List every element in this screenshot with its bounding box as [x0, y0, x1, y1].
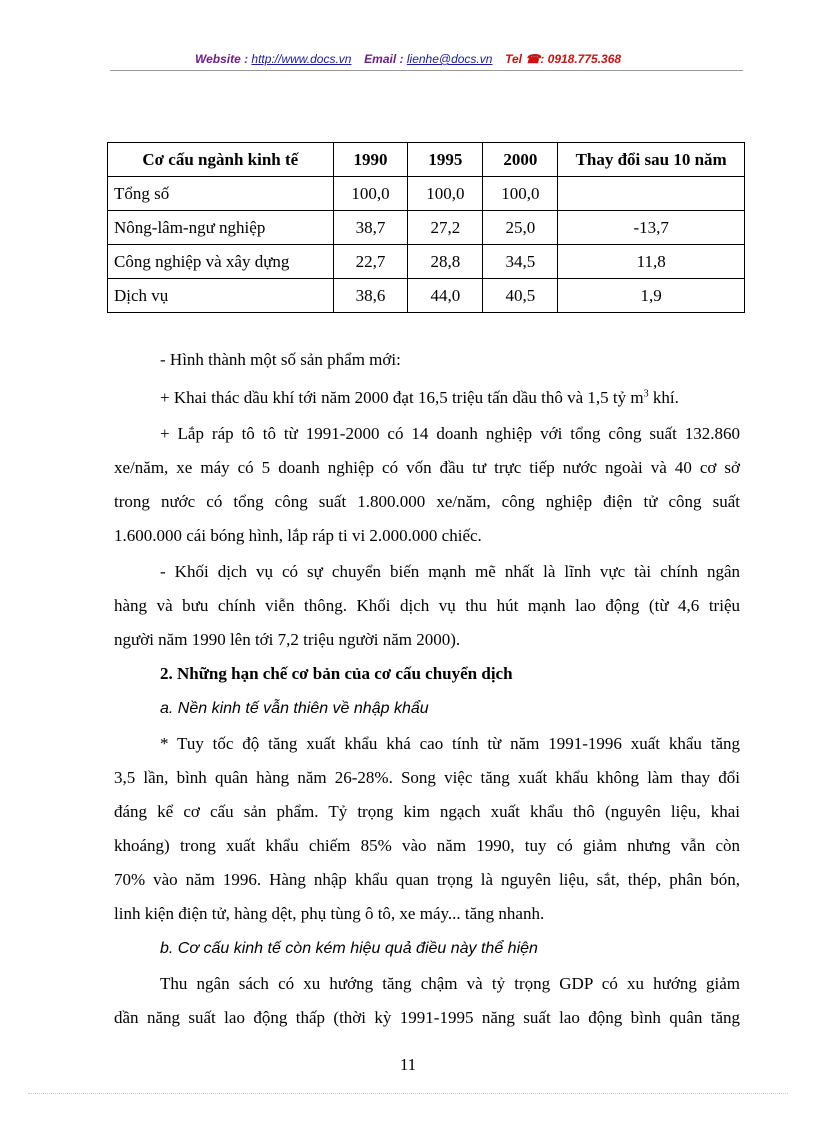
paragraph-line: Thu ngân sách có xu hướng tăng chậm và tỷ trọng GDP có xu hướng giảm: [160, 974, 740, 993]
header-divider: [110, 70, 743, 71]
table-cell: 100,0: [333, 177, 408, 211]
paragraph-line: 70% vào năm 1996. Hàng nhập khẩu quan trọng là nguyên liệu, sắt, thép, phân bón,: [114, 870, 740, 889]
paragraph-line: linh kiện điện tử, hàng dệt, phụ tùng ô tô, xe máy... tăng nhanh.: [114, 904, 545, 923]
table-cell: 38,7: [333, 211, 408, 245]
subsection-heading: a. Nền kinh tế vẫn thiên về nhập khẩu: [160, 700, 429, 717]
table-cell: -13,7: [558, 211, 745, 245]
table-cell: 100,0: [483, 177, 558, 211]
website-label: Website :: [194, 52, 249, 66]
table-row: [108, 279, 745, 313]
table-cell: 1,9: [558, 279, 745, 313]
table-cell: 28,8: [408, 245, 483, 279]
paragraph-line: hàng và bưu chính viễn thông. Khối dịch vụ thu hút mạnh lao động (từ 4,6 triệu: [114, 596, 740, 615]
table-cell: 22,7: [333, 245, 408, 279]
email-label: Email :: [364, 52, 404, 66]
paragraph-line: - Hình thành một số sản phẩm mới:: [160, 350, 401, 369]
website-link[interactable]: http://www.docs.vn: [251, 52, 352, 66]
table-cell: 25,0: [483, 211, 558, 245]
table-cell: Công nghiệp và xây dựng: [108, 245, 334, 279]
footer-divider: [28, 1093, 788, 1094]
paragraph-line: + Lắp ráp tô tô từ 1991-2000 có 14 doanh nghiệp với tổng công suất 132.860: [160, 424, 740, 443]
table-cell: 38,6: [333, 279, 408, 313]
page-header: [0, 52, 816, 66]
table-cell: 100,0: [408, 177, 483, 211]
paragraph-line: 1.600.000 cái bóng hình, lắp ráp ti vi 2.000.000 chiếc.: [114, 526, 482, 545]
paragraph-line: * Tuy tốc độ tăng xuất khẩu khá cao tính từ năm 1991-1996 xuất khẩu tăng: [160, 734, 740, 753]
paragraph-text: + Khai thác dầu khí tới năm 2000 đạt 16,5 triệu tấn dầu thô và 1,5 tỷ m: [160, 388, 644, 407]
economic-structure-table: [107, 142, 745, 313]
email-link[interactable]: lienhe@docs.vn: [406, 52, 493, 66]
table-cell: [558, 177, 745, 211]
table-header-cell: 1990: [333, 143, 408, 177]
table-row: [108, 211, 745, 245]
paragraph-text: khí.: [648, 388, 679, 407]
table-cell: 44,0: [408, 279, 483, 313]
table-header-cell: 1995: [408, 143, 483, 177]
table-cell: Dịch vụ: [108, 279, 334, 313]
paragraph-line: trong nước có tổng công suất 1.800.000 xe/năm, công nghiệp điện tử công suất: [114, 492, 740, 511]
table-header-row: [108, 143, 745, 177]
paragraph-line: người năm 1990 lên tới 7,2 triệu người năm 2000).: [114, 630, 461, 649]
paragraph-line: dần năng suất lao động thấp (thời kỳ 1991-1995 năng suất lao động bình quân tăng: [114, 1008, 740, 1027]
table-row: [108, 245, 745, 279]
table-cell: Tổng số: [108, 177, 334, 211]
table-cell: 40,5: [483, 279, 558, 313]
paragraph-line: - Khối dịch vụ có sự chuyển biến mạnh mẽ nhất là lĩnh vực tài chính ngân: [160, 562, 740, 581]
table-header-cell: 2000: [483, 143, 558, 177]
section-heading: 2. Những hạn chế cơ bản của cơ cấu chuyển dịch: [160, 664, 513, 683]
paragraph-line: [160, 388, 679, 408]
page-number: 11: [399, 1055, 417, 1074]
superscript: 3: [643, 388, 649, 400]
table-row: [108, 177, 745, 211]
table-cell: 34,5: [483, 245, 558, 279]
tel-number: 0918.775.368: [547, 52, 622, 66]
subsection-heading: b. Cơ cấu kinh tế còn kém hiệu quả điều này thể hiện: [160, 940, 538, 957]
paragraph-line: 3,5 lần, bình quân hàng năm 26-28%. Song việc tăng xuất khẩu không làm thay đổi: [114, 768, 740, 787]
table-cell: 27,2: [408, 211, 483, 245]
table-header-cell: Thay đổi sau 10 năm: [558, 143, 745, 177]
tel-label: Tel ☎:: [505, 52, 545, 66]
paragraph-line: đáng kể cơ cấu sản phẩm. Tỷ trọng kim ngạch xuất khẩu thô (nguyên liệu, khai: [114, 802, 740, 821]
table-cell: Nông-lâm-ngư nghiệp: [108, 211, 334, 245]
paragraph-line: xe/năm, xe máy có 5 doanh nghiệp có vốn đầu tư trực tiếp nước ngoài và 40 cơ sở: [114, 458, 740, 477]
table-header-cell: Cơ cấu ngành kinh tế: [108, 143, 334, 177]
table-cell: 11,8: [558, 245, 745, 279]
paragraph-line: khoáng) trong xuất khẩu chiếm 85% vào năm 1990, tuy có giảm nhưng vẫn còn: [114, 836, 740, 855]
